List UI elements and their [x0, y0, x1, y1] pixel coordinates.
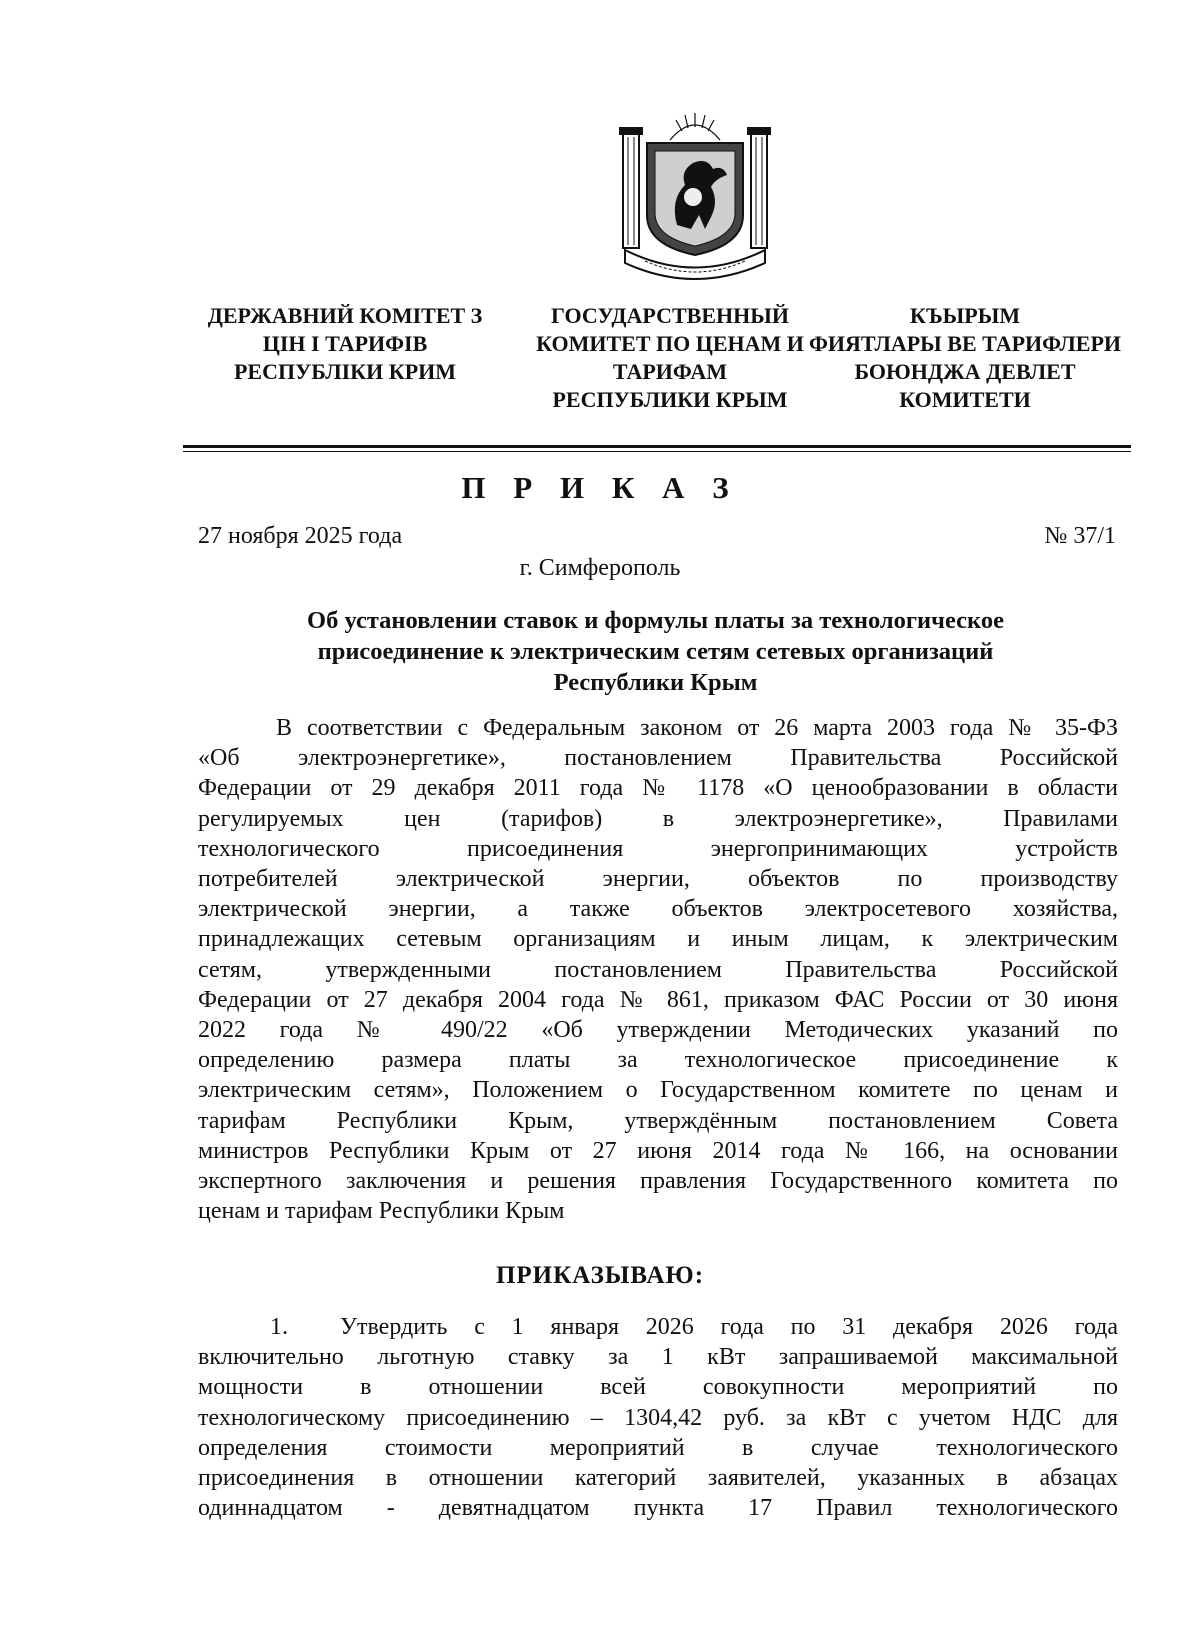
- text-line: принадлежащих сетевым организациям и иным лицам, к электрическим: [198, 926, 1118, 953]
- text-line: 2022 года № 490/22 «Об утверждении Методических указаний по: [198, 1017, 1118, 1044]
- header-committee-crimean-tatar: [800, 302, 1130, 414]
- text-line: Федерации от 27 декабря 2004 года № 861, приказом ФАС России от 30 июня: [198, 986, 1118, 1013]
- order-item-1: [198, 1312, 1118, 1523]
- text-line: технологическому присоединению – 1304,42 руб. за кВт с учетом НДС для: [198, 1404, 1118, 1431]
- preamble-paragraph: [198, 713, 1118, 1226]
- header-committee-ukrainian: [195, 302, 495, 386]
- document-date: 27 ноября 2025 года: [198, 523, 403, 549]
- text-line: «Об электроэнергетике», постановлением Правительства Российской: [198, 745, 1118, 772]
- text-line: электрической энергии, а также объектов электросетевого хозяйства,: [198, 896, 1118, 923]
- text-line: потребителей электрической энергии, объектов по производству: [198, 866, 1118, 893]
- header-line: ГОСУДАРСТВЕННЫЙ: [551, 303, 789, 328]
- text-line: регулируемых цен (тарифов) в электроэнергетике», Правилами: [198, 805, 1118, 832]
- text-line: включительно льготную ставку за 1 кВт запрашиваемой максимальной: [198, 1344, 1118, 1371]
- header-line: ФИЯТЛАРЫ ВЕ ТАРИФЛЕРИ: [808, 331, 1122, 356]
- header-committee-russian: [520, 302, 820, 414]
- text-line: электрическим сетям», Положением о Государственном комитете по ценам и: [198, 1077, 1118, 1104]
- text-line: [198, 1312, 1118, 1342]
- text-line: одиннадцатом - девятнадцатом пункта 17 Правил технологического: [198, 1495, 1118, 1522]
- text-line: определению размера платы за технологическое присоединение к: [198, 1047, 1118, 1074]
- text-line: тарифам Республики Крым, утверждённым постановлением Совета: [198, 1107, 1118, 1134]
- text-line: мощности в отношении всей совокупности мероприятий по: [198, 1374, 1118, 1401]
- text-line: присоединения в отношении категорий заявителей, указанных в абзацах: [198, 1465, 1118, 1492]
- header-divider-thin: [183, 451, 1131, 452]
- header-line: РЕСПУБЛІКИ КРИМ: [233, 359, 457, 384]
- header-line: ДЕРЖАВНИЙ КОМІТЕТ З: [207, 303, 483, 328]
- header-line: КОМИТЕТ ПО ЦЕНАМ И: [536, 331, 804, 356]
- text-line: В соответствии с Федеральным законом от 26 марта 2003 года № 35-ФЗ: [276, 715, 1118, 741]
- coat-of-arms-emblem: [615, 105, 775, 280]
- header-divider-thick: [183, 445, 1131, 448]
- text-line: министров Республики Крым от 27 июня 2014 года № 166, на основании: [198, 1137, 1118, 1164]
- header-line: РЕСПУБЛИКИ КРЫМ: [552, 387, 788, 412]
- title-line: Об установлении ставок и формулы платы за технологическое: [307, 607, 1004, 634]
- text-line: ценам и тарифам Республики Крым: [198, 1198, 565, 1225]
- order-heading: ПРИКАЗЫВАЮ:: [495, 1262, 705, 1289]
- header-line: КЪЫРЫМ: [909, 303, 1021, 328]
- text-line: технологического присоединения энергопринимающих устройств: [198, 835, 1118, 862]
- header-line: ЦІН І ТАРИФІВ: [262, 331, 428, 356]
- text-line: сетям, утвержденными постановлением Правительства Российской: [198, 956, 1118, 983]
- header-line: БОЮНДЖА ДЕВЛЕТ: [854, 359, 1076, 384]
- text-line: определения стоимости мероприятий в случае технологического: [198, 1434, 1118, 1461]
- text-line: Федерации от 29 декабря 2011 года № 1178 «О ценообразовании в области: [198, 775, 1118, 802]
- title-line: Республики Крым: [553, 669, 758, 696]
- document-type-heading: П Р И К А З: [461, 470, 739, 505]
- document-title: [198, 605, 1113, 698]
- document-number: № 37/1: [1044, 523, 1116, 549]
- text-line: экспертного заключения и решения правления Государственного комитета по: [198, 1168, 1118, 1195]
- item-number: 1.: [270, 1314, 288, 1340]
- item-text: Утвердить с 1 января 2026 года по 31 декабря 2026 года: [340, 1314, 1118, 1340]
- title-line: присоединение к электрическим сетям сетевых организаций: [317, 638, 994, 665]
- header-line: ТАРИФАМ: [612, 359, 728, 384]
- document-city: г. Симферополь: [519, 555, 681, 581]
- header-line: КОМИТЕТИ: [899, 387, 1031, 412]
